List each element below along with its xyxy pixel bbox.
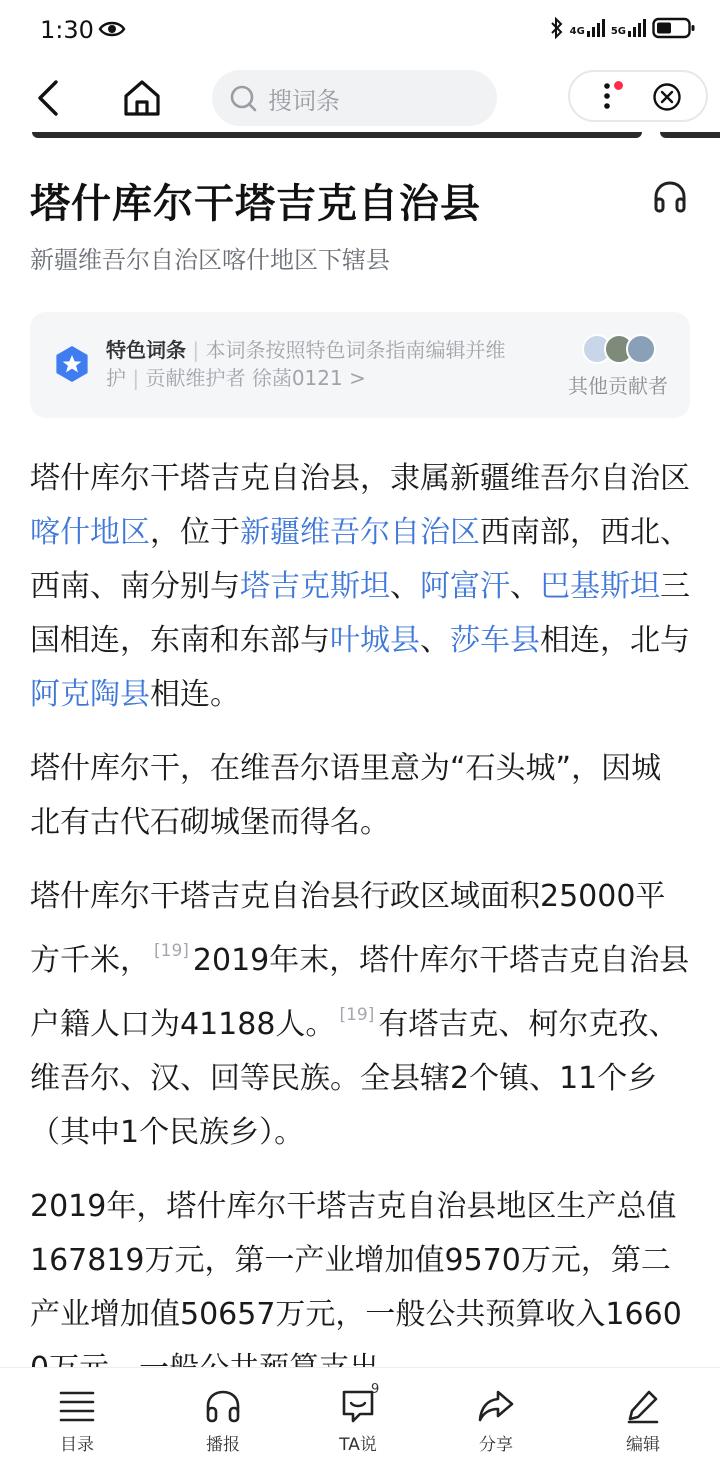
search-placeholder: 搜词条 (268, 86, 340, 115)
link-aketao[interactable]: 阿克陶县 (30, 677, 150, 712)
toc-button[interactable] (32, 1388, 122, 1458)
text: 塔什库尔干塔吉克自治县行政区域面积25000平方千米， (30, 879, 666, 978)
status-time: 1:30 (40, 16, 94, 44)
text: 、 (420, 623, 450, 658)
listen-label: 播报 (206, 1435, 240, 1455)
text: 有塔吉克、柯尔克孜、维吾尔、汉、回等民族。全县辖2个镇、11个乡（其中1个民族乡）。 (30, 1007, 679, 1150)
feature-description (106, 336, 506, 392)
ta-say-label: TA说 (339, 1435, 377, 1455)
link-afghanistan[interactable]: 阿富汗 (420, 569, 510, 604)
text: 西南部，西北、西南、南分别与 (30, 515, 690, 604)
headphone-icon (203, 1388, 243, 1424)
feature-desc: 本词条按照特色词条指南编辑并维护 (106, 338, 506, 390)
edit-label: 编辑 (626, 1435, 660, 1455)
header-image-edge-right (660, 132, 720, 138)
network-type-1: 4G (569, 26, 585, 37)
text: ，位于 (150, 515, 240, 550)
feature-separator: | (192, 338, 200, 362)
battery-icon (652, 16, 696, 40)
share-label: 分享 (479, 1435, 513, 1455)
signal-5g-icon (611, 19, 646, 37)
text: 三国相连，东南和东部与 (30, 569, 690, 658)
nav-bar (0, 60, 720, 136)
link-yecheng[interactable]: 叶城县 (330, 623, 420, 658)
share-button[interactable] (451, 1388, 541, 1458)
network-type-2: 5G (610, 26, 626, 37)
ta-say-count: 9 (371, 1382, 380, 1397)
toc-label: 目录 (60, 1435, 94, 1455)
headphone-icon[interactable] (652, 180, 688, 214)
link-kashgar[interactable]: 喀什地区 (30, 515, 150, 550)
reference-mark[interactable]: [19] (154, 941, 189, 961)
feature-entry-card[interactable] (30, 312, 690, 418)
text: 相连。 (150, 677, 240, 712)
bluetooth-icon (550, 17, 564, 39)
contributor-avatars[interactable] (582, 334, 656, 364)
other-contributors-link[interactable]: 其他贡献者 (568, 374, 668, 398)
page-subtitle: 新疆维吾尔自治区喀什地区下辖县 (30, 246, 390, 274)
list-icon (57, 1388, 97, 1424)
reference-mark[interactable]: [19] (339, 1005, 375, 1025)
text: 2019年末，塔什库尔干塔吉克自治县户籍人口为41188人。 (30, 943, 690, 1042)
paragraph-demographics (30, 870, 690, 1160)
paragraph-name-origin: 塔什库尔干，在维吾尔语里意为“石头城”，因城北有古代石砌城堡而得名。 (30, 751, 662, 840)
text: 、 (510, 569, 540, 604)
paragraph-economy: 2019年，塔什库尔干塔吉克自治县地区生产总值167819万元，第一产业增加值9570万元，第二产业增加值50657万元，一般公共预算收入1660 (30, 1189, 682, 1332)
feature-label: 特色词条 (106, 338, 186, 362)
contributor-link[interactable]: 贡献维护者 徐菡0121 > (145, 366, 366, 390)
article-body (30, 452, 690, 1367)
back-icon[interactable] (30, 78, 70, 118)
feature-badge-icon (52, 344, 92, 384)
listen-button[interactable] (178, 1388, 268, 1458)
home-icon[interactable] (120, 78, 164, 118)
notification-dot (614, 81, 623, 90)
edit-button[interactable] (598, 1388, 688, 1458)
avatar (626, 334, 656, 364)
paragraph-intro (30, 452, 690, 722)
status-bar (0, 0, 720, 60)
feature-separator-2: | (132, 366, 140, 390)
link-shache[interactable]: 莎车县 (450, 623, 540, 658)
close-icon[interactable] (652, 82, 682, 112)
link-tajikistan[interactable]: 塔吉克斯坦 (240, 569, 390, 604)
text: 、 (390, 569, 420, 604)
text: 相连，北与 (540, 623, 690, 658)
link-xinjiang[interactable]: 新疆维吾尔自治区 (240, 515, 480, 550)
mini-program-capsule (568, 70, 708, 122)
share-icon (476, 1388, 516, 1424)
ta-say-button[interactable] (313, 1382, 403, 1458)
bottom-toolbar (0, 1367, 720, 1470)
search-icon (228, 83, 258, 113)
search-input[interactable] (212, 70, 497, 126)
page-title: 塔什库尔干塔吉克自治县 (30, 181, 481, 227)
link-pakistan[interactable]: 巴基斯坦 (540, 569, 660, 604)
status-icons (550, 16, 696, 40)
eye-icon (98, 19, 126, 39)
text: 塔什库尔干塔吉克自治县，隶属新疆维吾尔自治区 (30, 461, 690, 496)
header-image-edge (32, 132, 642, 138)
signal-4g-icon (570, 19, 605, 37)
edit-icon (623, 1388, 663, 1424)
